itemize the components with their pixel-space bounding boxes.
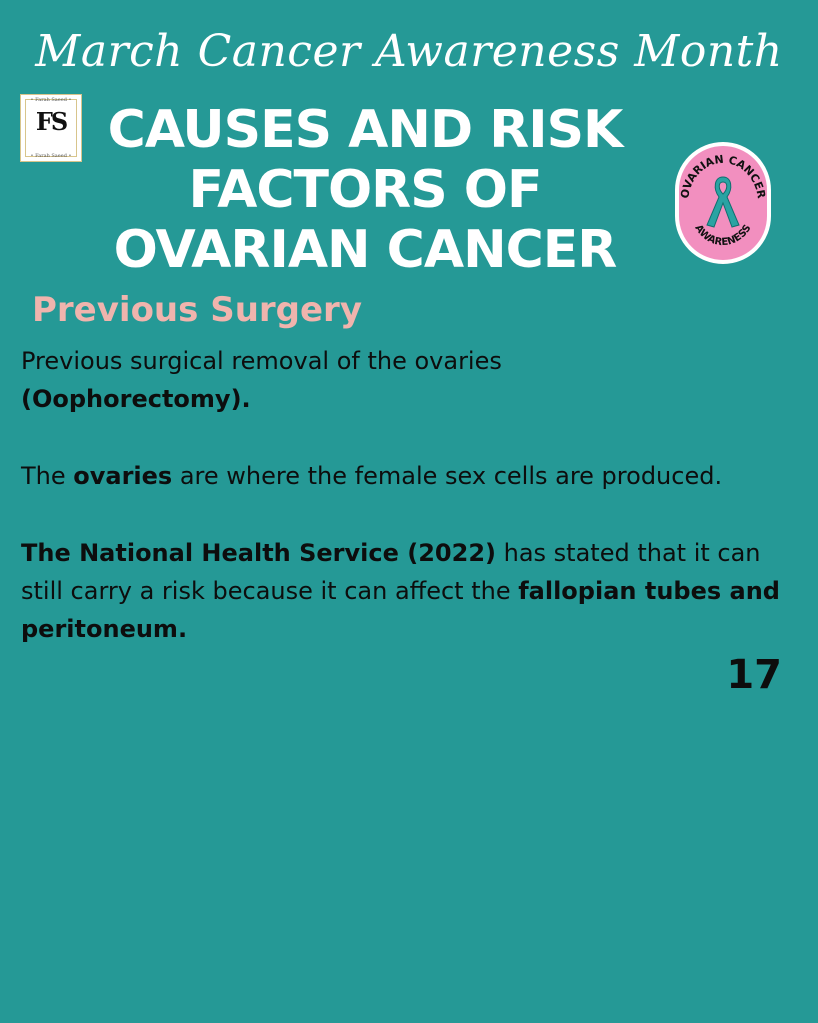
title-line-3: OVARIAN CANCER <box>113 220 617 280</box>
page-title <box>95 100 635 280</box>
paragraph-oophorectomy <box>21 342 801 418</box>
logo-bottom-text: • Farah Saeed • <box>30 153 72 159</box>
logo-monogram: FS <box>35 107 67 136</box>
nhs-citation: The National Health Service (2022) <box>21 539 496 567</box>
badge-bottom-text: AWARENESS <box>692 222 754 249</box>
title-line-1: CAUSES AND RISK <box>107 100 623 160</box>
section-subheading: Previous Surgery <box>32 290 362 330</box>
ovarian-cancer-awareness-badge <box>674 141 772 265</box>
badge-top-text: OVARIAN CANCER <box>678 152 768 200</box>
fallopian-bold: fallopian tubes and peritoneum. <box>21 577 780 643</box>
paragraph-ovaries: The ovaries are where the female sex cells are produced. <box>21 462 723 490</box>
ovaries-bold: ovaries <box>73 462 173 490</box>
title-line-2: FACTORS OF <box>188 160 542 220</box>
paragraph1-bold: (Oophorectomy). <box>21 385 251 413</box>
page-number: 17 <box>726 652 782 698</box>
logo-top-text: • Farah Saeed • <box>30 97 72 103</box>
awareness-month-heading: March Cancer Awareness Month <box>35 26 783 77</box>
paragraph1-text: Previous surgical removal of the ovaries <box>21 347 502 375</box>
paragraph-nhs: The National Health Service (2022) has stated that it can still carry a risk because it can affect the fallopian tubes and peritoneum. <box>21 539 780 643</box>
author-logo <box>20 94 82 162</box>
